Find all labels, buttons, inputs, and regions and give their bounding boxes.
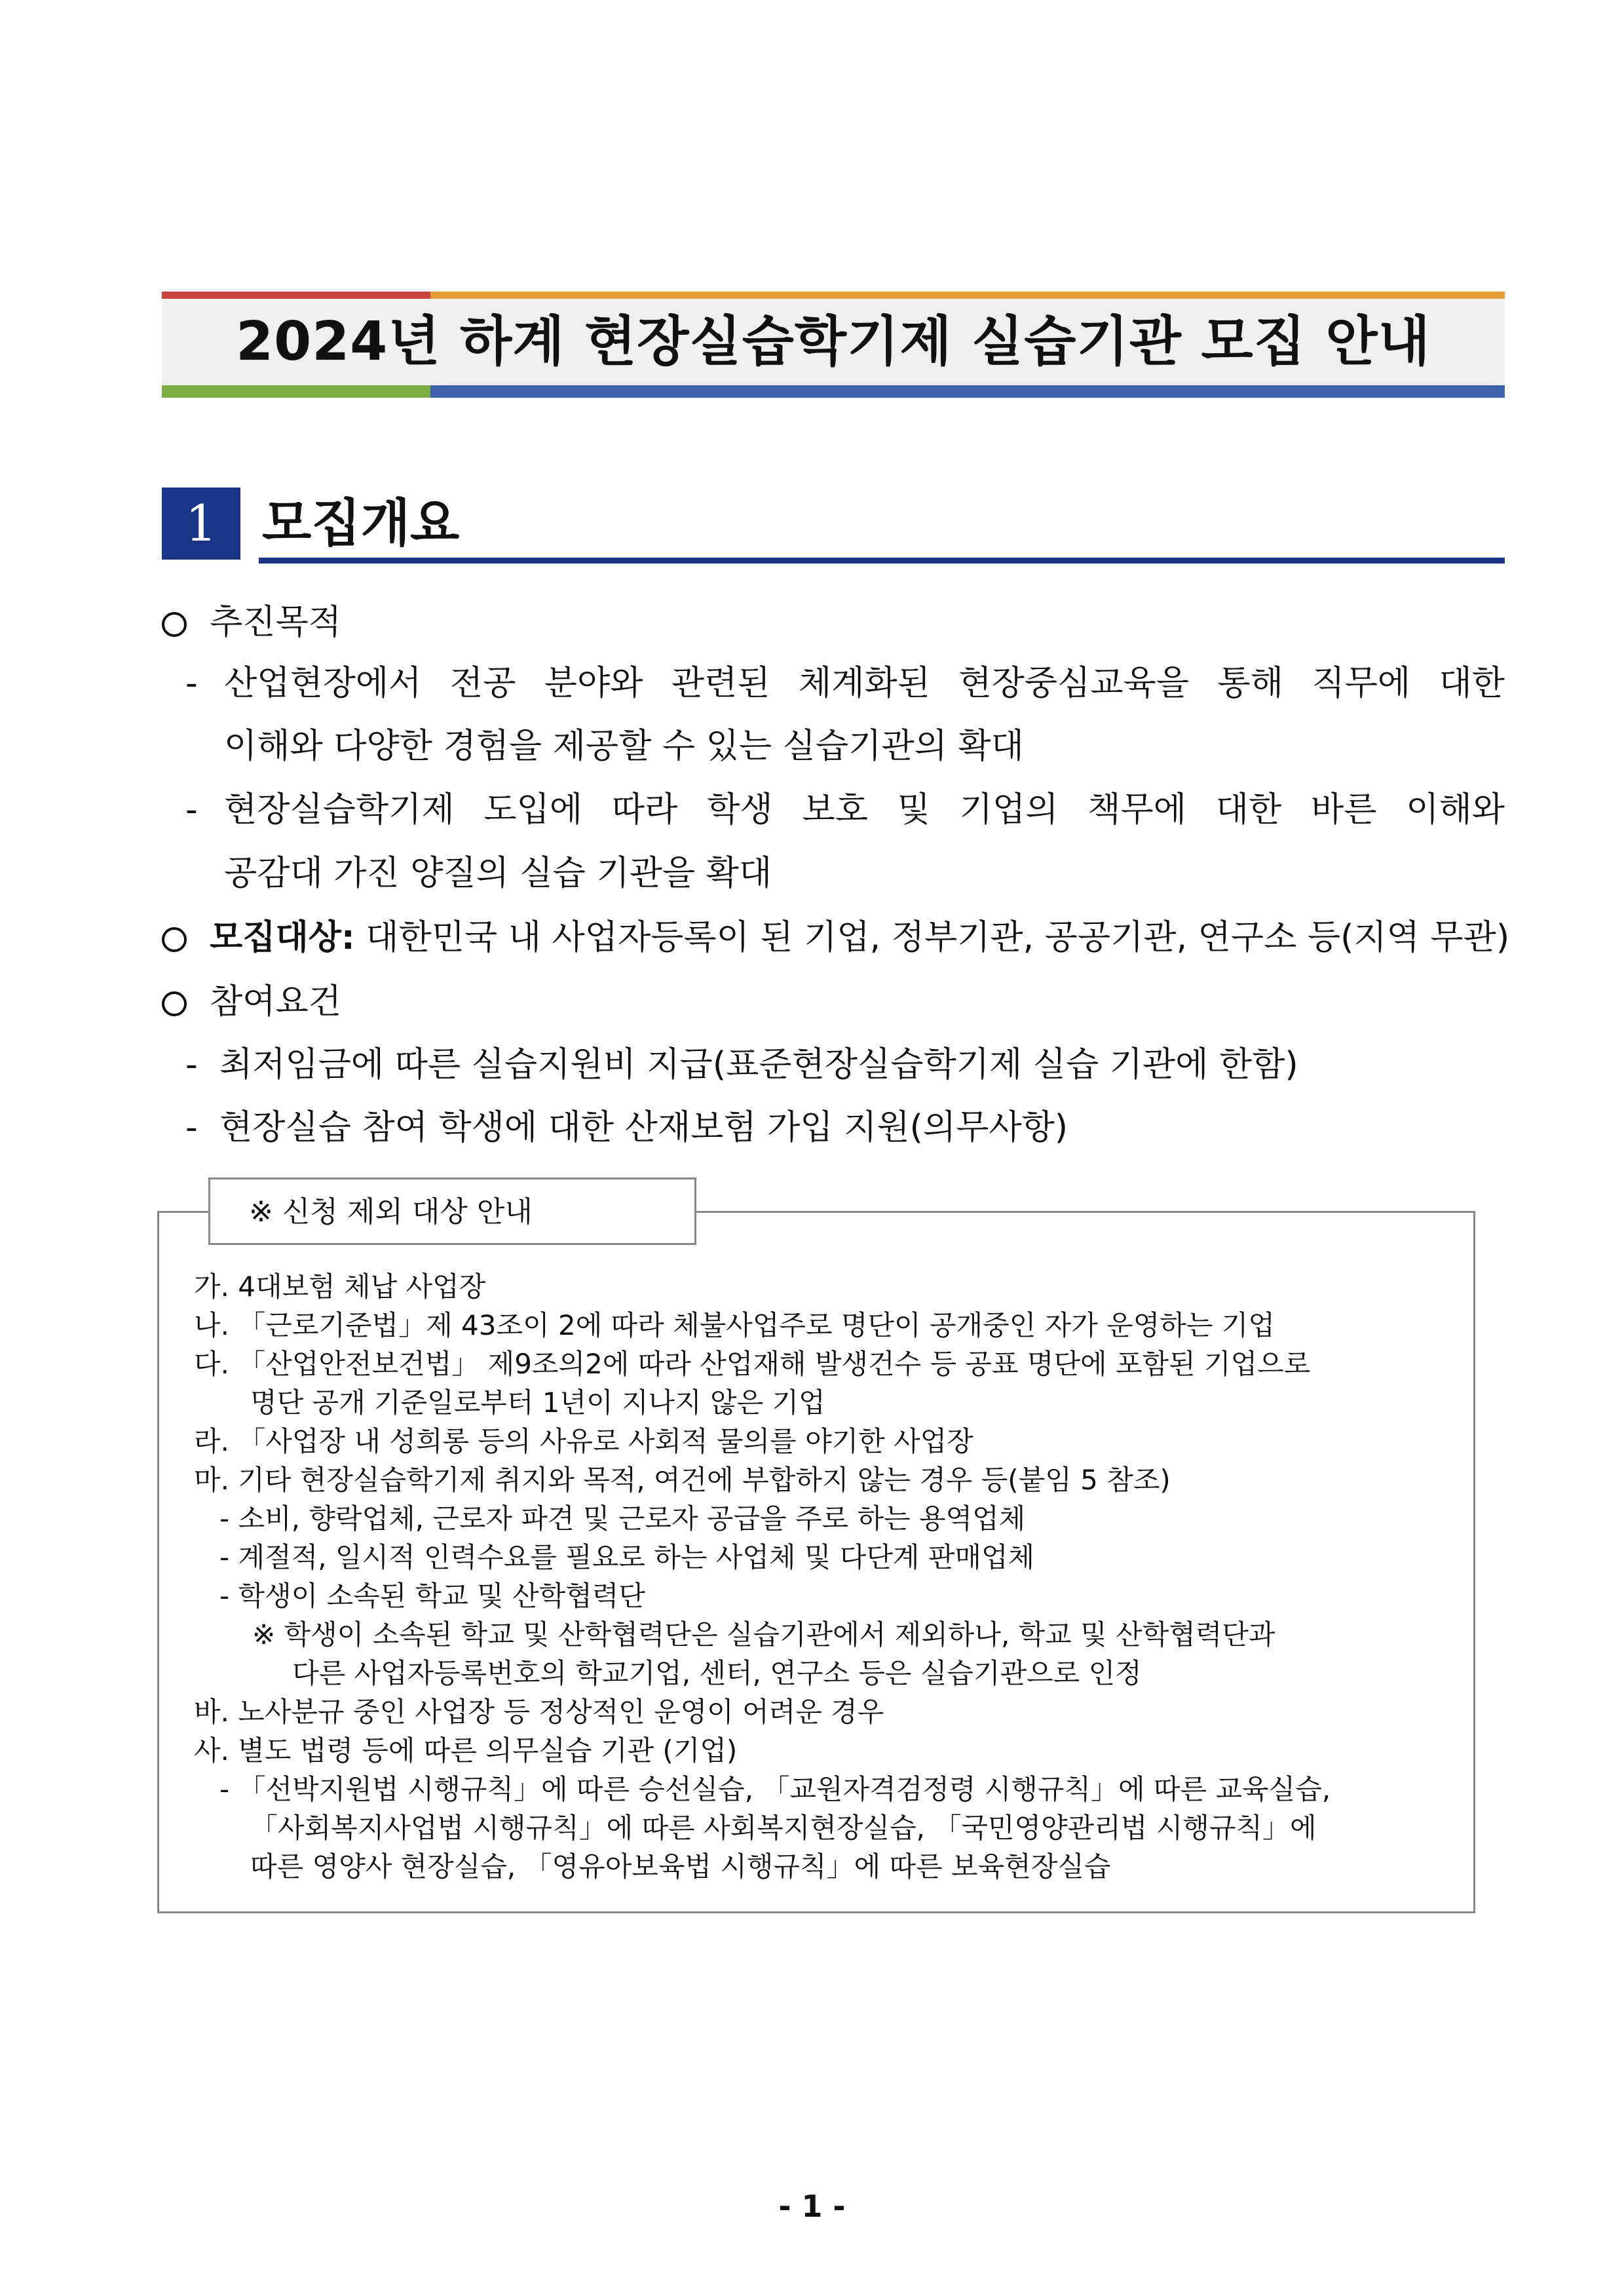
section-underline [259,558,1505,564]
bullet-circle-icon [162,612,187,637]
notice-line: - 학생이 소속된 학교 및 산학협력단 [219,1580,645,1612]
purpose-item-1-line-1: 산업현장에서 전공 분야와 관련된 체계화된 현장중심교육을 통해 직무에 대한 [224,664,1505,703]
notice-line: 다. 「산업안전보건법」 제9조의2에 따라 산업재해 발생건수 등 공표 명단에 포함된 기업으로 [194,1348,1311,1380]
section-title: 모집개요 [262,494,460,553]
target-label: 모집대상: [210,918,355,957]
notice-line: - 「선박지원법 시행규칙」에 따른 승선실습, 「교원자격검정령 시행규칙」에 따른 교육실습, [219,1773,1331,1805]
dash-bullet: - [185,790,198,830]
notice-line: 「사회복지사업법 시행규칙」에 따른 사회복지현장실습, 「국민영양관리법 시행규칙」에 [250,1812,1317,1844]
notice-line: 가. 4대보험 체납 사업장 [194,1271,486,1303]
section-number: 1 [162,488,240,560]
banner-stripe-red [162,292,430,299]
notice-line: ※ 학생이 소속된 학교 및 산학협력단은 실습기관에서 제외하나, 학교 및 산학협력단과 [252,1618,1275,1651]
banner-stripe-blue [430,385,1505,398]
purpose-heading: 추진목적 [210,603,341,642]
banner-stripe-green [162,385,430,398]
purpose-item-2-line-2: 공감대 가진 양질의 실습 기관을 확대 [224,854,772,893]
dash-bullet: - [185,664,198,703]
notice-line: 라. 「사업장 내 성희롱 등의 사유로 사회적 물의를 야기한 사업장 [194,1425,973,1457]
dash-bullet: - [185,1108,198,1147]
notice-line: 나. 「근로기준법」제 43조이 2에 따라 체불사업주로 명단이 공개중인 자가 운영하는 기업 [194,1309,1275,1341]
bullet-circle-icon [162,991,187,1016]
page-number: - 1 - [778,2189,846,2224]
purpose-item-2-line-1: 현장실습학기제 도입에 따라 학생 보호 및 기업의 책무에 대한 바른 이해와 [224,790,1505,830]
notice-line: - 계절적, 일시적 인력수요를 필요로 하는 사업체 및 다단계 판매업체 [219,1541,1035,1573]
dash-bullet: - [185,1045,198,1084]
notice-line: 다른 사업자등록번호의 학교기업, 센터, 연구소 등은 실습기관으로 인정 [292,1657,1142,1689]
target-line [210,915,1509,961]
requirements-heading: 참여요건 [210,982,341,1022]
target-text: 대한민국 내 사업자등록이 된 기업, 정부기관, 공공기관, 연구소 등(지역 무관) [366,918,1510,957]
notice-line: 마. 기타 현장실습학기제 취지와 목적, 여건에 부합하지 않는 경우 등(붙임 5 참조) [194,1464,1171,1496]
banner-stripe-orange [430,292,1505,299]
document-title: 2024년 하계 현장실습학기제 실습기관 모집 안내 [236,311,1431,373]
notice-line: 바. 노사분규 중인 사업장 등 정상적인 운영이 어려운 경우 [194,1696,884,1728]
requirement-item-1: 최저임금에 따른 실습지원비 지급(표준현장실습학기제 실습 기관에 한함) [219,1045,1298,1084]
notice-line: 사. 별도 법령 등에 따른 의무실습 기관 (기업) [194,1734,738,1767]
bullet-circle-icon [162,927,187,952]
notice-line: - 소비, 향락업체, 근로자 파견 및 근로자 공급을 주로 하는 용역업체 [219,1502,1026,1535]
notice-line: 명단 공개 기준일로부터 1년이 지나지 않은 기업 [250,1387,825,1419]
purpose-item-1-line-2: 이해와 다양한 경험을 제공할 수 있는 실습기관의 확대 [224,727,1024,766]
notice-line: 따른 영양사 현장실습, 「영유아보육법 시행규칙」에 따른 보육현장실습 [250,1850,1111,1883]
requirement-item-2: 현장실습 참여 학생에 대한 산재보험 가입 지원(의무사항) [219,1108,1068,1147]
notice-title: ※ 신청 제외 대상 안내 [249,1195,533,1229]
